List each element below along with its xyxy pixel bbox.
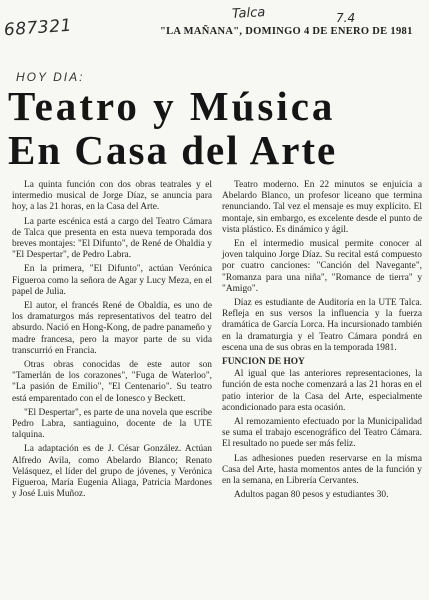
paragraph: Adultos pagan 80 pesos y estudiantes 30. (234, 490, 389, 501)
paragraph: Otras obras conocidas de este autor son "Tamerlán de los corazones", "Fuga de Waterloo", "La pasión de Emilio", "El Centenario". Su teatro está emparentado con el de Ionesco y Beckett. (12, 360, 212, 404)
paragraph: Al remozamiento efectuado por la Municipalidad se suma el trabajo escenográfico del Teatro Cámara. El resultado no puede ser más feliz. (222, 417, 422, 450)
paragraph: La parte escénica está a cargo del Teatro Cámara de Talca que presenta en esta nueva temporada dos breves montajes: "El Difunto", de René de Ohaldia y "El Despertar", de Pedro Labra. (12, 216, 212, 261)
section-subhead: FUNCION DE HOY (222, 357, 305, 368)
paragraph: Al igual que las anteriores representaciones, la función de esta noche comenzará a las 21 horas en el patio interior de la Casa del Arte, especialmente acondicionado para esta ocasión. (222, 369, 422, 413)
paragraph: Díaz es estudiante de Auditoría en la UTE Talca. Refleja en sus versos la influencia y la fuerza dramática de García Lorca. Ha incursionado también en la dramaturgia y el Teatro Cámara pondrá en escena una de sus obras en la temporada 1981. (222, 298, 422, 353)
paragraph: En la primera, "El Difunto", actúan Verónica Figueroa como la señora de Agar y Lucy Meza, en el papel de Julia. (12, 264, 212, 297)
headline-line-1: Teatro y Música (8, 83, 336, 129)
paragraph: Teatro moderno. En 22 minutos se enjuicia a Abelardo Blanco, un profesor liceano que termina renunciando. Tal vez el mensaje es muy explícito. El montaje, sin embargo, es excelente desde el punto de vista plástico. Es dinámico y ágil. (222, 180, 422, 235)
paragraph: La adaptación es de J. César González. Actúan Alfredo Avila, como Abelardo Blanco; Renato Velásquez, el líder del grupo de jóvenes, y Verónica Figueroa, María Eugenia Aliaga, Patricia Mardones y José Luis Muñoz. (12, 444, 212, 500)
handwritten-archive-code: 687321 (3, 15, 73, 41)
handwritten-city-note: Talca (231, 5, 266, 22)
article-column-left (12, 180, 212, 503)
paragraph: En el intermedio musical permite conocer al joven talquino Jorge Díaz. Su recital está compuesto por cuatro canciones: "Canción del Navegante", "Romanza para una niña", "Romance de tierra" y "Amigo". (222, 239, 422, 294)
article-column-right (222, 180, 422, 504)
paragraph: "El Despertar", es parte de una novela que escribe Pedro Labra, santiaguino, docente de la UTE talquina. (12, 407, 212, 441)
newspaper-masthead: "LA MAÑANA", DOMINGO 4 DE ENERO DE 1981 (160, 26, 413, 37)
handwritten-page-note: 7.4 (336, 11, 356, 25)
article-kicker: HOY DIA: (16, 70, 85, 84)
paragraph: El autor, el francés René de Obaldía, es uno de los dramaturgos más representativos del teatro del absurdo. Nació en Hong-Kong, de padre panameño y madre francesa, pero la mayor parte de su vida transcurrió en Francia. (12, 301, 212, 356)
paragraph: Las adhesiones pueden reservarse en la misma Casa del Arte, hasta momentos antes de la función y en la semana, en Librería Cervantes. (222, 453, 422, 487)
paragraph: La quinta función con dos obras teatrales y el intermedio musical de Jorge Díaz, se anuncia para hoy, a las 21 horas, en la Casa del Arte. (12, 180, 212, 213)
headline-line-2: En Casa del Arte (8, 127, 338, 173)
